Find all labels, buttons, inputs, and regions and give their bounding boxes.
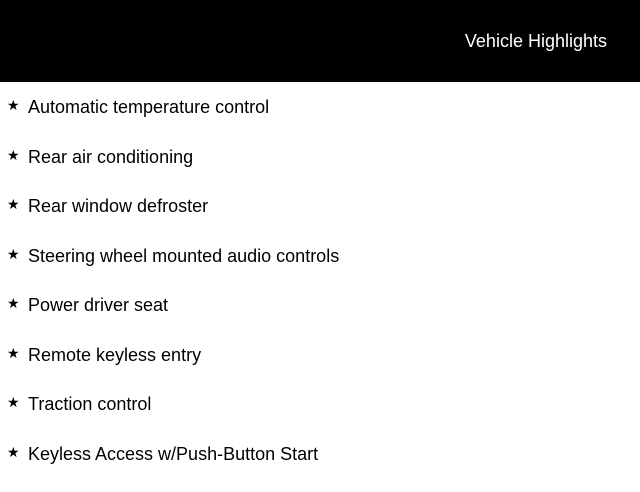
header-bar	[0, 0, 640, 82]
page-title: Vehicle Highlights	[465, 31, 607, 51]
star-icon: ★	[7, 196, 20, 214]
star-icon: ★	[7, 394, 20, 412]
list-item	[0, 443, 640, 492]
highlight-label: Remote keyless entry	[28, 344, 201, 366]
list-item	[0, 245, 640, 295]
list-item	[0, 96, 640, 146]
star-icon: ★	[7, 345, 20, 363]
highlight-label: Power driver seat	[28, 294, 168, 316]
highlight-label: Rear air conditioning	[28, 146, 193, 168]
highlight-label: Steering wheel mounted audio controls	[28, 245, 339, 267]
star-icon: ★	[7, 97, 20, 115]
list-item	[0, 195, 640, 245]
list-item	[0, 146, 640, 196]
highlight-label: Automatic temperature control	[28, 96, 269, 118]
highlight-label: Traction control	[28, 393, 151, 415]
star-icon: ★	[7, 246, 20, 264]
star-icon: ★	[7, 147, 20, 165]
star-icon: ★	[7, 295, 20, 313]
list-item	[0, 344, 640, 394]
highlights-list	[0, 96, 640, 492]
highlight-label: Keyless Access w/Push-Button Start	[28, 443, 318, 465]
highlight-label: Rear window defroster	[28, 195, 208, 217]
list-item	[0, 294, 640, 344]
list-item	[0, 393, 640, 443]
star-icon: ★	[7, 444, 20, 462]
